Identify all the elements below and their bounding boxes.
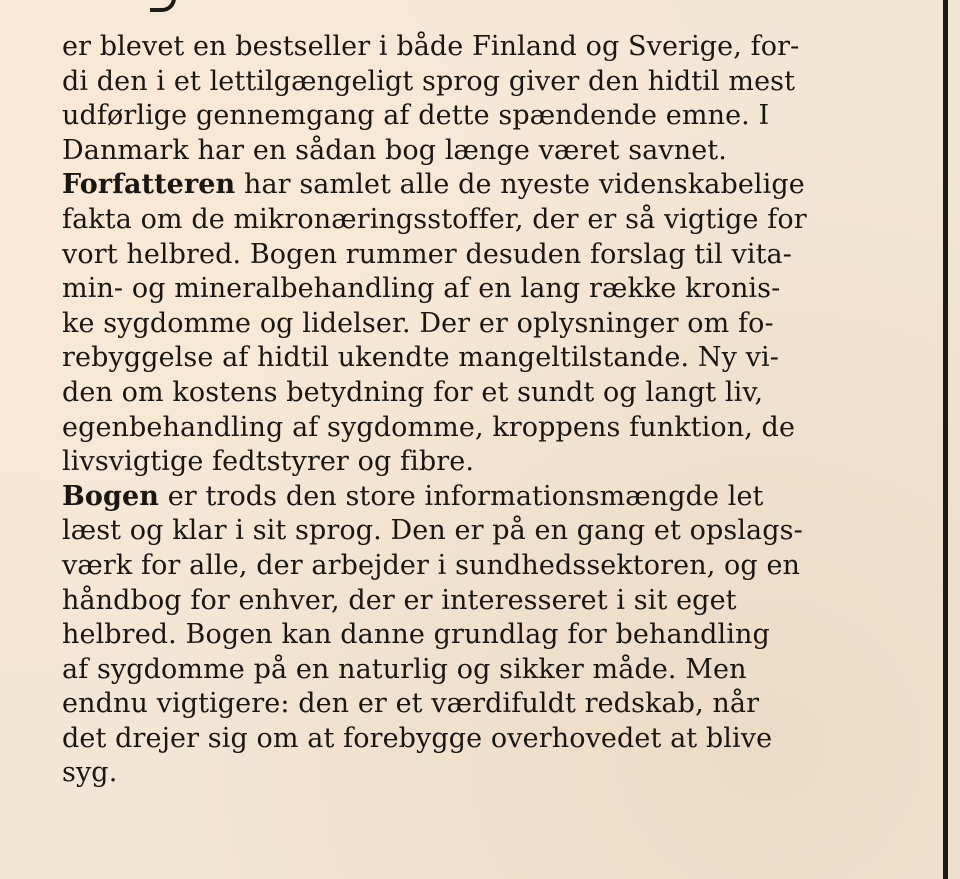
line-text: håndbog for enhver, der er interesseret i sit eget — [62, 584, 737, 616]
line-text: har samlet alle de nyeste videnskabelige — [235, 169, 805, 201]
text-line — [62, 30, 932, 65]
line-text: læst og klar i sit sprog. Den er på en gang et opslags- — [62, 515, 803, 547]
line-text: den om kostens betydning for et sundt og langt liv, — [62, 376, 764, 408]
line-text: udførlige gennemgang af dette spændende emne. I — [62, 100, 770, 132]
line-text: di den i et lettilgængeligt sprog giver den hidtil mest — [62, 65, 796, 97]
line-text: det drejer sig om at forebygge overhovedet at blive — [62, 722, 773, 754]
line-text: syg. — [62, 757, 118, 789]
text-line — [62, 584, 932, 619]
text-line — [62, 756, 932, 791]
bold-lead-word: Bogen — [62, 480, 160, 512]
line-text: egenbehandling af sygdomme, kroppens funktion, de — [62, 411, 796, 443]
line-text: rebyggelse af hidtil ukendte mangeltilstande. Ny vi- — [62, 342, 779, 374]
text-line — [62, 653, 932, 688]
text-line — [62, 272, 932, 307]
text-line — [62, 687, 932, 722]
line-text: ke sygdomme og lidelser. Der er oplysninger om fo- — [62, 307, 774, 339]
line-text: er trods den store informationsmængde let — [159, 480, 764, 512]
text-line — [62, 411, 932, 446]
text-line — [62, 514, 932, 549]
line-text: min- og mineralbehandling af en lang række kronis- — [62, 273, 781, 305]
text-line — [62, 238, 932, 273]
text-line — [62, 376, 932, 411]
line-text: endnu vigtigere: den er et værdifuldt redskab, når — [62, 688, 760, 720]
text-line — [62, 549, 932, 584]
text-line — [62, 445, 932, 480]
line-text: Danmark har en sådan bog længe været savnet. — [62, 134, 727, 166]
text-line — [62, 168, 932, 203]
line-text: livsvigtige fedtstyrer og fibre. — [62, 446, 475, 478]
text-line — [62, 480, 932, 515]
text-line — [62, 134, 932, 169]
text-line — [62, 722, 932, 757]
line-text: er blevet en bestseller i både Finland og Sverige, for- — [62, 31, 800, 62]
line-text: helbred. Bogen kan danne grundlag for behandling — [62, 619, 770, 651]
blurb-text — [62, 30, 932, 791]
line-text: fakta om de mikronæringsstoffer, der er så vigtige for — [62, 203, 807, 235]
text-line — [62, 99, 932, 134]
line-text: vort helbred. Bogen rummer desuden forslag til vita- — [62, 238, 792, 270]
cut-off-title-glyph — [150, 0, 176, 12]
text-line — [62, 618, 932, 653]
text-line — [62, 341, 932, 376]
text-line — [62, 203, 932, 238]
line-text: værk for alle, der arbejder i sundhedssektoren, og en — [62, 549, 801, 581]
line-text: af sygdomme på en naturlig og sikker måde. Men — [62, 653, 747, 685]
text-line — [62, 65, 932, 100]
text-line — [62, 307, 932, 342]
bold-lead-word: Forfatteren — [62, 169, 236, 201]
right-border-rule — [943, 0, 948, 879]
